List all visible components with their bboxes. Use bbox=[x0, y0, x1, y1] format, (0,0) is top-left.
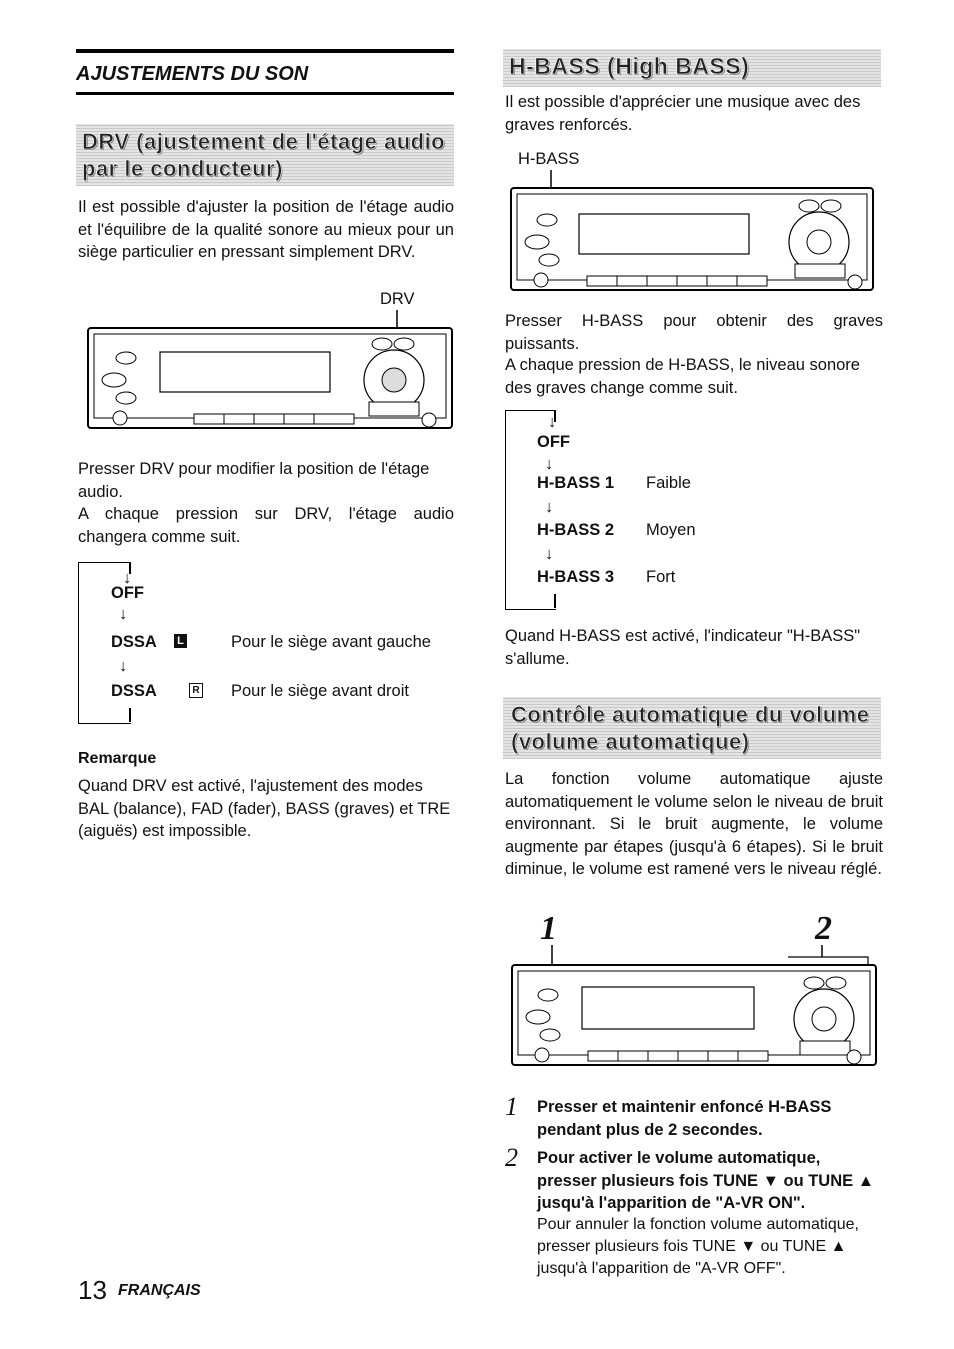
footer-language: FRANÇAIS bbox=[118, 1282, 201, 1299]
drv-callout-label: DRV bbox=[380, 290, 415, 308]
hbass-cycle-3: H-BASS 3 bbox=[537, 568, 615, 586]
hbass-cycle-bottom-tick bbox=[554, 594, 556, 608]
hbass-cycle-2: H-BASS 2 bbox=[537, 521, 615, 539]
title-underline bbox=[76, 92, 454, 95]
drv-each-text: A chaque pression sur DRV, l'étage audio changera comme suit. bbox=[78, 505, 454, 546]
hbass-cycle-2-desc: Moyen bbox=[646, 521, 696, 539]
remark-text: Quand DRV est activé, l'ajustement des modes BAL (balance), FAD (fader), BASS (graves) et TRE (aiguës) est impossible. bbox=[78, 777, 451, 840]
car-radio-illustration-hbass bbox=[507, 170, 877, 295]
drv-press-text: Presser DRV pour modifier la position de l'étage audio. bbox=[78, 460, 430, 501]
hbass-cycle-1: H-BASS 1 bbox=[537, 474, 615, 492]
avr-heading-line1: Contrôle automatique du volume bbox=[511, 702, 870, 727]
arrow-down-icon: ↓ bbox=[548, 413, 557, 431]
drv-cycle-dssa-left-desc: Pour le siège avant gauche bbox=[231, 633, 431, 651]
hbass-cycle-off: OFF bbox=[537, 433, 570, 451]
drv-cycle-dssa-right-desc: Pour le siège avant droit bbox=[231, 682, 409, 700]
avr-intro: La fonction volume automatique ajuste automatiquement le volume selon le niveau de bruit environnant. Si le bruit augmente, le volume augmente par étapes (jusqu'à 6 étapes). Si le bruit diminue, le volume est ramené vers le niveau réglé. bbox=[505, 770, 883, 878]
drv-heading bbox=[76, 124, 454, 186]
arrow-down-icon: ↓ bbox=[119, 657, 128, 675]
avr-heading bbox=[503, 697, 881, 759]
arrow-down-icon: ↓ bbox=[123, 569, 132, 587]
remark-title: Remarque bbox=[78, 750, 157, 767]
top-rule bbox=[76, 49, 454, 53]
page-number: 13 bbox=[78, 1275, 107, 1305]
hbass-heading: H-BASS (High BASS) bbox=[503, 49, 881, 87]
hbass-intro: Il est possible d'apprécier une musique avec des graves renforcés. bbox=[505, 93, 861, 134]
hbass-note: Quand H-BASS est activé, l'indicateur "H-BASS" s'allume. bbox=[505, 627, 861, 668]
drv-intro: Il est possible d'ajuster la position de l'étage audio et l'équilibre de la qualité sonore au mieux pour un siège particulier en pressant simplement DRV. bbox=[78, 198, 454, 261]
car-radio-illustration-drv bbox=[84, 310, 456, 435]
callout-number-1: 1 bbox=[540, 910, 557, 947]
arrow-down-icon: ↓ bbox=[545, 545, 554, 563]
car-radio-illustration-avr bbox=[508, 945, 880, 1070]
step-1-text: Presser et maintenir enfoncé H-BASS pendant plus de 2 secondes. bbox=[537, 1098, 832, 1139]
arrow-down-icon: ↓ bbox=[545, 455, 554, 473]
step-2-subtext: Pour annuler la fonction volume automatique, presser plusieurs fois TUNE ▼ ou TUNE ▲ jusqu'à l'apparition de "A-VR OFF". bbox=[537, 1216, 859, 1277]
section-title: AJUSTEMENTS DU SON bbox=[76, 63, 309, 85]
dssa-right-icon: R bbox=[189, 683, 203, 698]
drv-heading-line1: DRV (ajustement de l'étage audio bbox=[82, 129, 446, 154]
drv-heading-line2: par le conducteur) bbox=[82, 156, 283, 181]
hbass-press-text: Presser H-BASS pour obtenir des graves puissants. bbox=[505, 312, 883, 353]
arrow-down-icon: ↓ bbox=[119, 605, 128, 623]
hbass-cycle-1-desc: Faible bbox=[646, 474, 691, 492]
drv-cycle-dssa-right: DSSA bbox=[111, 682, 157, 700]
hbass-callout-label: H-BASS bbox=[518, 150, 580, 168]
dssa-left-icon: L bbox=[174, 634, 187, 648]
drv-cycle-dssa-left: DSSA bbox=[111, 633, 157, 651]
avr-heading-line2: (volume automatique) bbox=[511, 729, 750, 754]
step-number-1: 1 bbox=[505, 1092, 518, 1121]
hbass-cycle-3-desc: Fort bbox=[646, 568, 676, 586]
callout-number-2: 2 bbox=[815, 910, 832, 947]
hbass-each-text: A chaque pression de H-BASS, le niveau sonore des graves change comme suit. bbox=[505, 356, 860, 397]
step-number-2: 2 bbox=[505, 1143, 518, 1172]
drv-cycle-off: OFF bbox=[111, 584, 144, 602]
arrow-down-icon: ↓ bbox=[545, 498, 554, 516]
drv-cycle-bottom-tick bbox=[129, 708, 131, 722]
step-2-text: Pour activer le volume automatique, presser plusieurs fois TUNE ▼ ou TUNE ▲ jusqu'à l'apparition de "A-VR ON". bbox=[537, 1149, 875, 1212]
